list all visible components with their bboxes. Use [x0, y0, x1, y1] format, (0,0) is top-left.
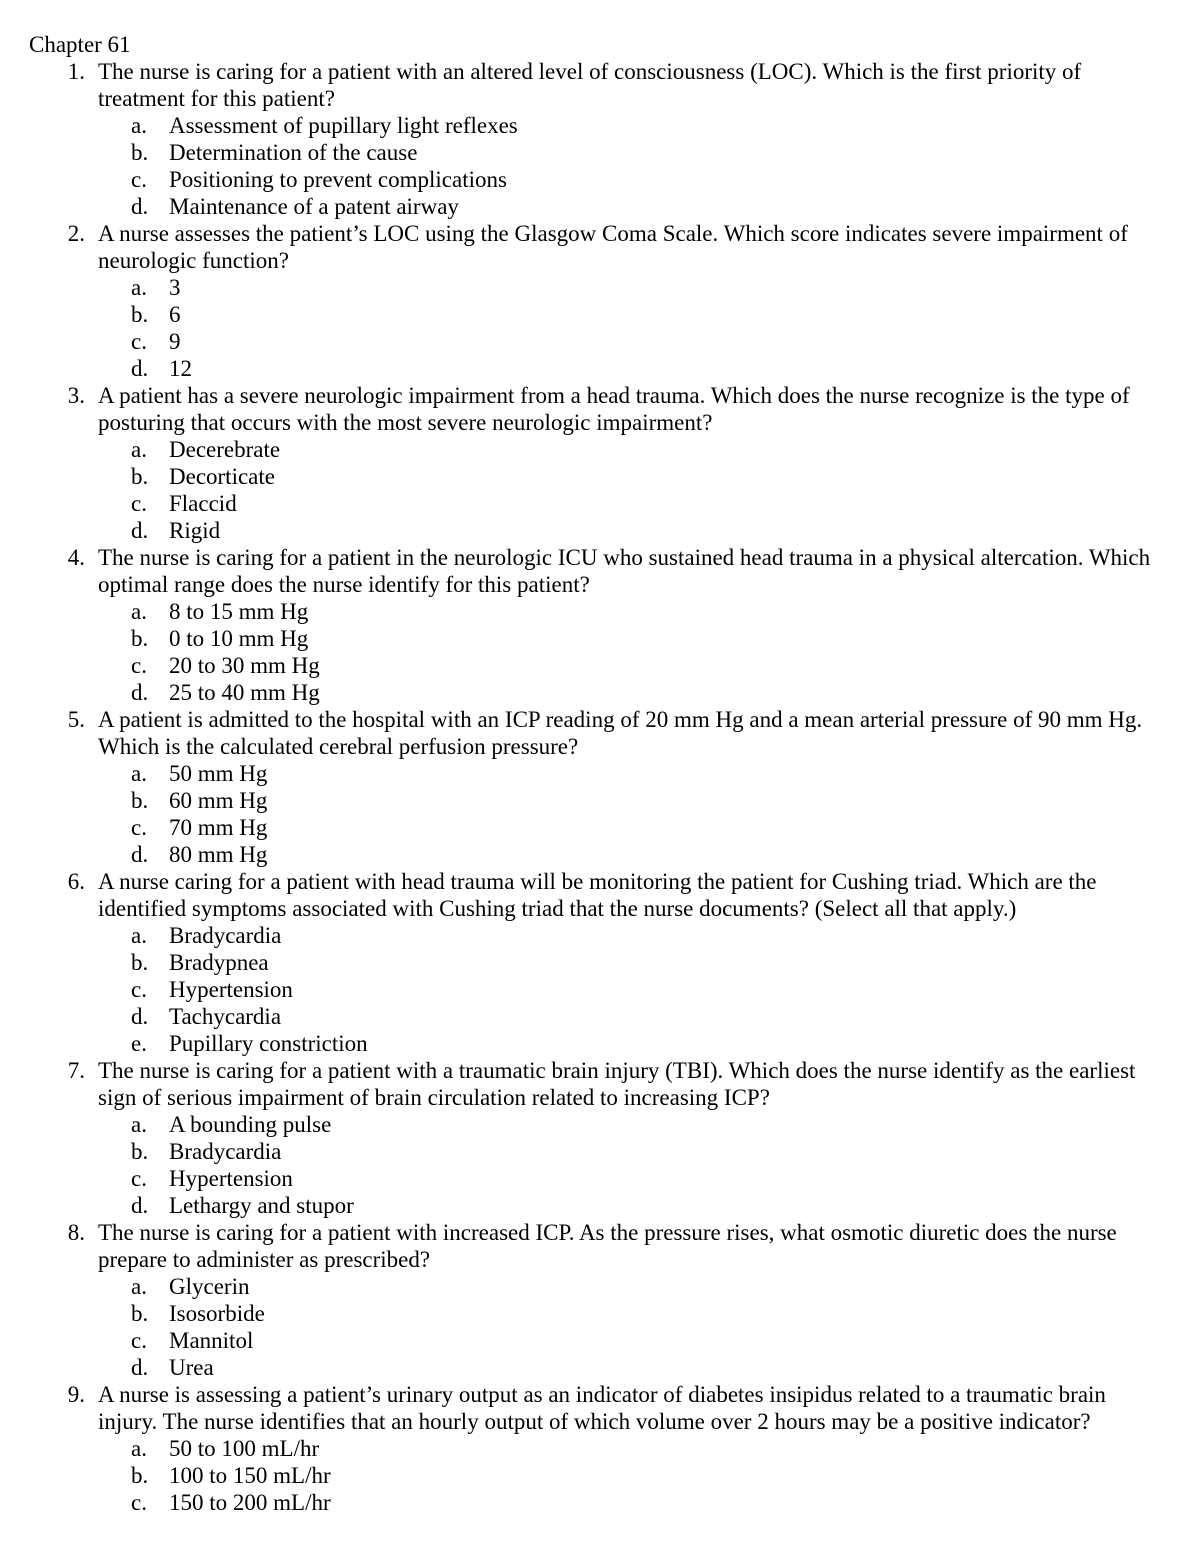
option-letter: a.	[131, 599, 147, 624]
question-number: 1.	[67, 59, 85, 84]
option-text: 12	[169, 356, 192, 381]
question-text: A nurse assesses the patient’s LOC using the Glasgow Coma Scale. Which score indicates severe impairment of neurologic function?	[98, 221, 1128, 273]
option-letter: c.	[131, 977, 147, 1002]
option-letter: a.	[131, 1274, 147, 1299]
answer-option	[98, 490, 1170, 517]
option-letter: d.	[131, 1004, 149, 1029]
option-letter: b.	[131, 464, 149, 489]
option-text: Mannitol	[169, 1328, 254, 1353]
answer-option	[98, 598, 1170, 625]
option-letter: b.	[131, 788, 149, 813]
option-text: 20 to 30 mm Hg	[169, 653, 320, 678]
answer-option	[98, 949, 1170, 976]
answer-option	[98, 1138, 1170, 1165]
option-text: Maintenance of a patent airway	[169, 194, 459, 219]
answer-options	[98, 760, 1170, 868]
option-text: 50 to 100 mL/hr	[169, 1436, 320, 1461]
answer-option	[98, 193, 1170, 220]
option-text: Bradycardia	[169, 1139, 282, 1164]
answer-option	[98, 355, 1170, 382]
option-text: Tachycardia	[169, 1004, 282, 1029]
answer-option	[98, 1165, 1170, 1192]
option-text: 150 to 200 mL/hr	[169, 1490, 331, 1515]
answer-option	[98, 679, 1170, 706]
option-letter: b.	[131, 1301, 149, 1326]
option-letter: c.	[131, 1328, 147, 1353]
answer-options	[98, 922, 1170, 1057]
option-letter: b.	[131, 1463, 149, 1488]
option-letter: c.	[131, 167, 147, 192]
question-text: The nurse is caring for a patient in the neurologic ICU who sustained head trauma in a physical altercation. Which optimal range does the nurse identify for this patient?	[98, 545, 1151, 597]
option-text: Pupillary constriction	[169, 1031, 368, 1056]
question-text: A patient has a severe neurologic impairment from a head trauma. Which does the nurse recognize is the type of posturing that occurs with the most severe neurologic impairment?	[98, 383, 1130, 435]
option-letter: d.	[131, 356, 149, 381]
question-item	[0, 868, 1200, 1057]
option-letter: c.	[131, 653, 147, 678]
answer-option	[98, 1111, 1170, 1138]
question-text: The nurse is caring for a patient with a traumatic brain injury (TBI). Which does the nurse identify as the earliest sign of serious impairment of brain circulation related to increasing ICP?	[98, 1058, 1136, 1110]
option-text: 70 mm Hg	[169, 815, 268, 840]
chapter-title: Chapter 61	[29, 32, 131, 57]
answer-option	[98, 976, 1170, 1003]
question-text: The nurse is caring for a patient with increased ICP. As the pressure rises, what osmotic diuretic does the nurse prepare to administer as prescribed?	[98, 1220, 1117, 1272]
option-letter: a.	[131, 437, 147, 462]
question-item	[0, 58, 1200, 220]
option-text: 80 mm Hg	[169, 842, 268, 867]
option-text: 3	[169, 275, 181, 300]
question-item	[0, 544, 1200, 706]
option-text: Hypertension	[169, 1166, 293, 1191]
option-letter: a.	[131, 113, 147, 138]
option-text: 0 to 10 mm Hg	[169, 626, 309, 651]
answer-option	[98, 760, 1170, 787]
option-letter: d.	[131, 1193, 149, 1218]
question-number: 3.	[67, 383, 85, 408]
answer-option	[98, 112, 1170, 139]
option-letter: a.	[131, 275, 147, 300]
answer-option	[98, 787, 1170, 814]
option-text: Lethargy and stupor	[169, 1193, 354, 1218]
answer-option	[98, 301, 1170, 328]
option-text: Bradycardia	[169, 923, 282, 948]
option-letter: c.	[131, 1166, 147, 1191]
option-text: Rigid	[169, 518, 221, 543]
answer-option	[98, 1327, 1170, 1354]
question-number: 8.	[67, 1220, 85, 1245]
answer-option	[98, 1273, 1170, 1300]
question-number: 2.	[67, 221, 85, 246]
option-letter: d.	[131, 680, 149, 705]
option-text: Bradypnea	[169, 950, 269, 975]
option-text: 9	[169, 329, 181, 354]
answer-option	[98, 1435, 1170, 1462]
option-text: Hypertension	[169, 977, 293, 1002]
question-item	[0, 1057, 1200, 1219]
answer-option	[98, 463, 1170, 490]
question-text: A nurse is assessing a patient’s urinary output as an indicator of diabetes insipidus related to a traumatic brain injury. The nurse identifies that an hourly output of which volume over 2 hours may be a positive indicator?	[98, 1382, 1106, 1434]
option-text: 60 mm Hg	[169, 788, 268, 813]
option-letter: c.	[131, 1490, 147, 1515]
answer-options	[98, 598, 1170, 706]
option-text: Assessment of pupillary light reflexes	[169, 113, 518, 138]
option-letter: b.	[131, 302, 149, 327]
answer-option	[98, 625, 1170, 652]
option-letter: b.	[131, 950, 149, 975]
answer-option	[98, 1030, 1170, 1057]
question-list	[0, 58, 1200, 1516]
question-number: 4.	[67, 545, 85, 570]
option-letter: b.	[131, 140, 149, 165]
answer-option	[98, 1192, 1170, 1219]
option-text: Positioning to prevent complications	[169, 167, 507, 192]
option-text: Determination of the cause	[169, 140, 418, 165]
option-text: 100 to 150 mL/hr	[169, 1463, 331, 1488]
question-text: A patient is admitted to the hospital with an ICP reading of 20 mm Hg and a mean arterial pressure of 90 mm Hg. Which is the calculated cerebral perfusion pressure?	[98, 707, 1143, 759]
answer-options	[98, 112, 1170, 220]
answer-option	[98, 1003, 1170, 1030]
option-text: Glycerin	[169, 1274, 250, 1299]
option-letter: a.	[131, 1112, 147, 1137]
option-text: Isosorbide	[169, 1301, 265, 1326]
answer-options	[98, 274, 1170, 382]
answer-option	[98, 517, 1170, 544]
option-text: Urea	[169, 1355, 214, 1380]
answer-option	[98, 328, 1170, 355]
answer-options	[98, 1273, 1170, 1381]
answer-option	[98, 1489, 1170, 1516]
option-letter: b.	[131, 1139, 149, 1164]
option-letter: d.	[131, 518, 149, 543]
option-letter: d.	[131, 842, 149, 867]
option-text: A bounding pulse	[169, 1112, 332, 1137]
option-letter: c.	[131, 815, 147, 840]
option-text: 6	[169, 302, 181, 327]
question-number: 5.	[67, 707, 85, 732]
question-text: A nurse caring for a patient with head trauma will be monitoring the patient for Cushing triad. Which are the identified symptoms associated with Cushing triad that the nurse documents? (Select all that apply.)	[98, 869, 1097, 921]
answer-option	[98, 922, 1170, 949]
question-text: The nurse is caring for a patient with an altered level of consciousness (LOC). Which is the first priority of treatment for this patient?	[98, 59, 1082, 111]
option-letter: c.	[131, 491, 147, 516]
question-item	[0, 382, 1200, 544]
answer-options	[98, 436, 1170, 544]
question-item	[0, 1381, 1200, 1516]
option-letter: a.	[131, 1436, 147, 1461]
option-letter: a.	[131, 923, 147, 948]
option-letter: a.	[131, 761, 147, 786]
question-number: 6.	[67, 869, 85, 894]
option-text: 25 to 40 mm Hg	[169, 680, 320, 705]
option-text: Decerebrate	[169, 437, 281, 462]
option-letter: d.	[131, 1355, 149, 1380]
answer-option	[98, 841, 1170, 868]
option-text: 8 to 15 mm Hg	[169, 599, 309, 624]
option-letter: d.	[131, 194, 149, 219]
option-letter: c.	[131, 329, 147, 354]
answer-option	[98, 139, 1170, 166]
option-text: Flaccid	[169, 491, 237, 516]
answer-option	[98, 814, 1170, 841]
option-letter: b.	[131, 626, 149, 651]
question-number: 7.	[67, 1058, 85, 1083]
answer-option	[98, 652, 1170, 679]
answer-option	[98, 1300, 1170, 1327]
question-item	[0, 220, 1200, 382]
option-letter: e.	[131, 1031, 147, 1056]
option-text: Decorticate	[169, 464, 275, 489]
answer-option	[98, 436, 1170, 463]
answer-option	[98, 1354, 1170, 1381]
question-item	[0, 706, 1200, 868]
answer-options	[98, 1435, 1170, 1516]
question-item	[0, 1219, 1200, 1381]
answer-option	[98, 274, 1170, 301]
question-number: 9.	[67, 1382, 85, 1407]
option-text: 50 mm Hg	[169, 761, 268, 786]
answer-option	[98, 166, 1170, 193]
answer-option	[98, 1462, 1170, 1489]
answer-options	[98, 1111, 1170, 1219]
